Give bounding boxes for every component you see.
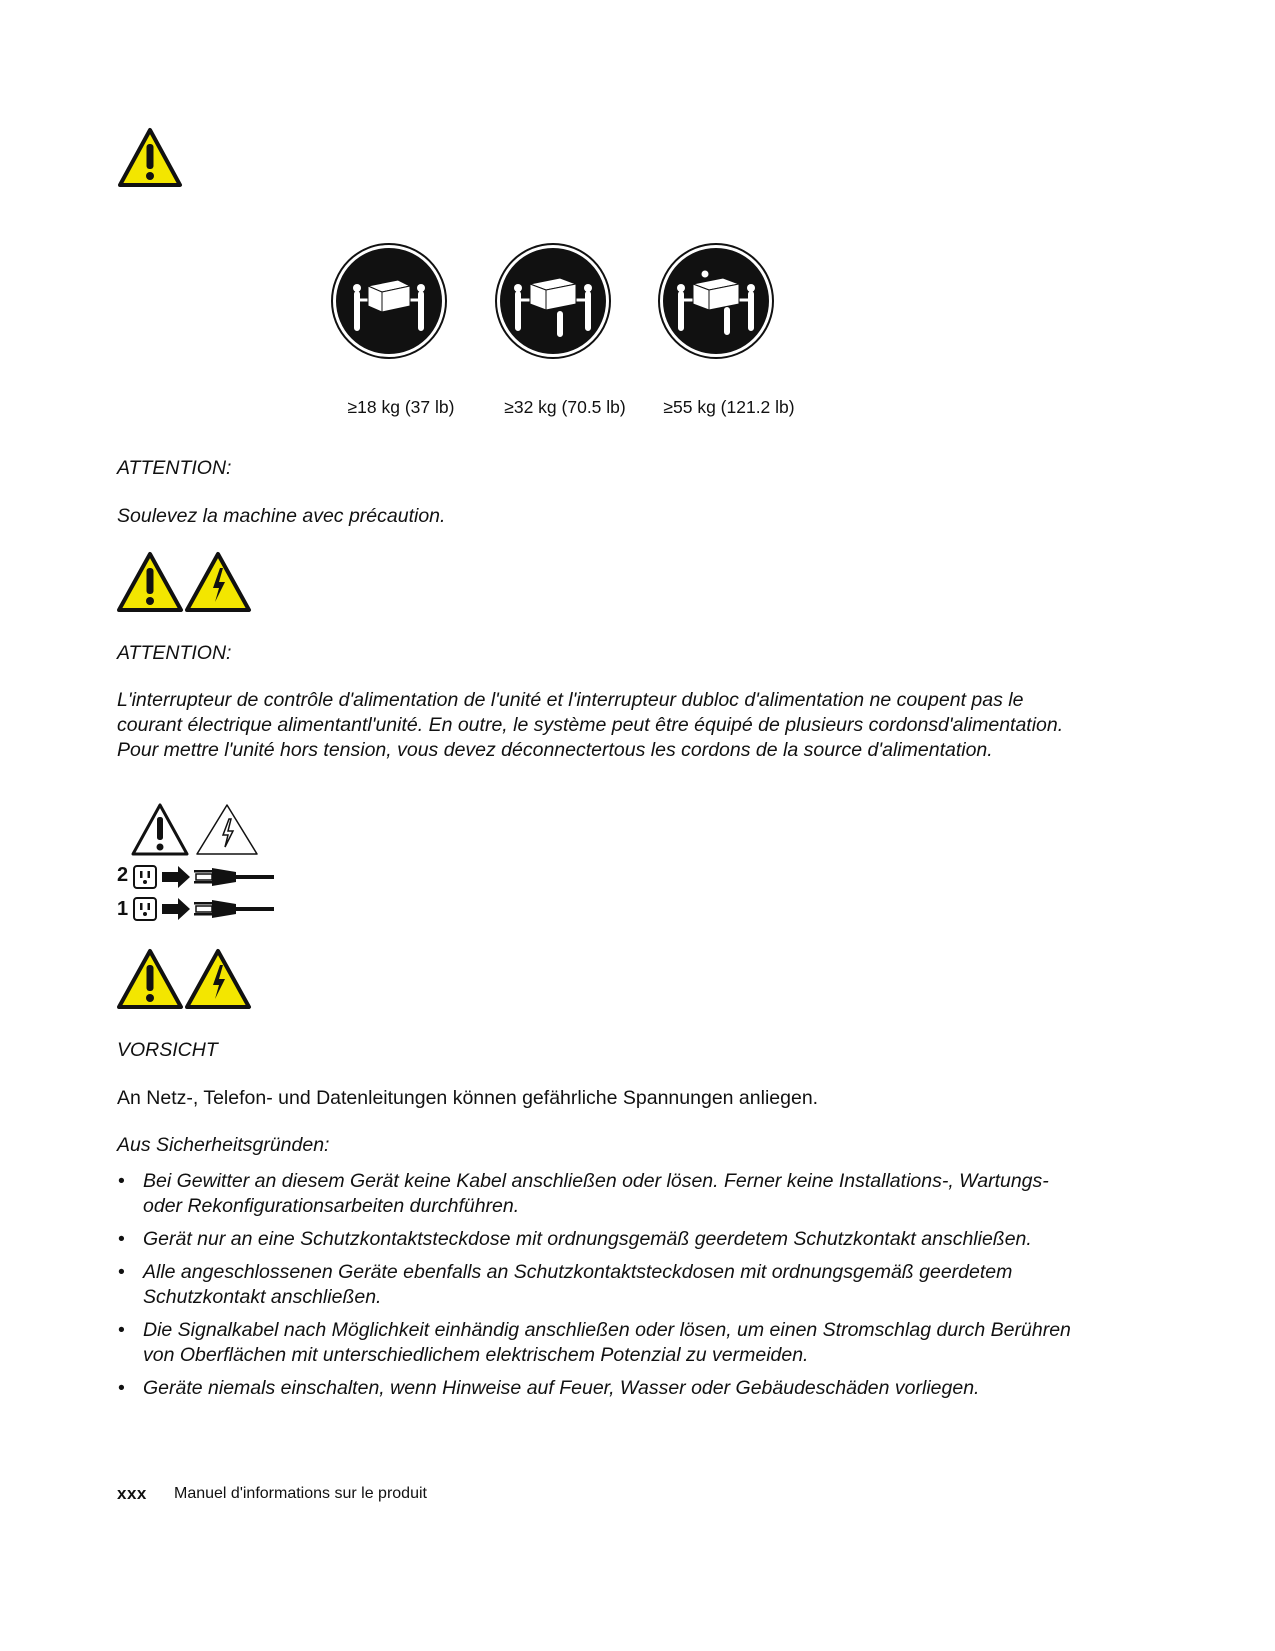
power-heading: ATTENTION: [117,642,232,664]
list-item [117,1169,1077,1219]
multiple-cords-warning-icons [130,802,260,858]
bullet-text: Geräte niemals einschalten, wenn Hinweise auf Feuer, Wasser oder Gebäudeschäden vorliegen. [143,1377,980,1399]
caution-electrical-icons [117,550,253,614]
bullet-marker: • [118,1170,125,1192]
list-item [117,1227,1077,1252]
outline-caution-icon [130,802,260,858]
lift-text: Soulevez la machine avec précaution. [117,505,446,527]
lift-four-person-icon [657,242,775,360]
lift-heading: ATTENTION: [117,457,232,479]
caution-electrical-icon [117,947,253,1011]
bullet-marker: • [118,1377,125,1399]
bullet-text: Gerät nur an eine Schutzkontaktsteckdose mit ordnungsgemäß geerdetem Schutzkontakt anschließen. [143,1228,1032,1250]
caution-electrical-icons-2 [117,947,253,1011]
cord-number-1: 1 [117,898,129,920]
bullet-marker: • [118,1319,125,1341]
power-cord-row-1 [132,896,277,924]
list-item [117,1260,1077,1310]
lift-label-32kg: ≥32 kg (70.5 lb) [504,397,626,417]
document-title: Manuel d'informations sur le produit [174,1485,427,1502]
cord-number-2: 2 [117,864,129,886]
outlet-plug-icon [132,864,277,892]
caution-electrical-icon [117,550,253,614]
list-item [117,1318,1077,1368]
bullet-text: Alle angeschlossenen Geräte ebenfalls an Schutzkontaktsteckdosen mit ordnungsgemäß geerdetem Schutzkontakt anschließen. [143,1261,1013,1308]
vorsicht-intro: An Netz-, Telefon- und Datenleitungen können gefährliche Spannungen anliegen. [117,1087,819,1109]
bullet-text: Die Signalkabel nach Möglichkeit einhändig anschließen oder lösen, um einen Stromschlag durch Berühren von Oberflächen mit unterschiedlichem elektrischem Potenzial zu vermeiden. [143,1319,1071,1366]
safety-bullet-list [117,1169,1077,1409]
list-item [117,1376,1077,1401]
bullet-marker: • [118,1261,125,1283]
bullet-marker: • [118,1228,125,1250]
vorsicht-subheading: Aus Sicherheitsgründen: [117,1134,330,1156]
lift-label-55kg: ≥55 kg (121.2 lb) [663,397,795,417]
page-number: xxx [117,1484,147,1503]
caution-icon [117,127,183,189]
bullet-text: Bei Gewitter an diesem Gerät keine Kabel anschließen oder lösen. Ferner keine Installations-, Wartungs- oder Rekonfigurationsarbeiten durchführen. [143,1170,1049,1217]
lift-two-person-icon [330,242,448,360]
lift-three-person-icon [494,242,612,360]
lift-label-18kg: ≥18 kg (37 lb) [347,397,455,417]
power-cord-row-2 [132,864,277,892]
power-text: L'interrupteur de contrôle d'alimentation de l'unité et l'interrupteur dubloc d'alimentation ne coupent pas le courant électrique alimentantl'unité. En outre, le système peut être équipé de plusieurs cordonsd'alimentation. Pour mettre l'unité hors tension, vous devez déconnectertous les cordons de la source d'alimentation. [117,689,1064,761]
vorsicht-heading: VORSICHT [117,1039,218,1061]
outlet-plug-icon [132,896,277,924]
